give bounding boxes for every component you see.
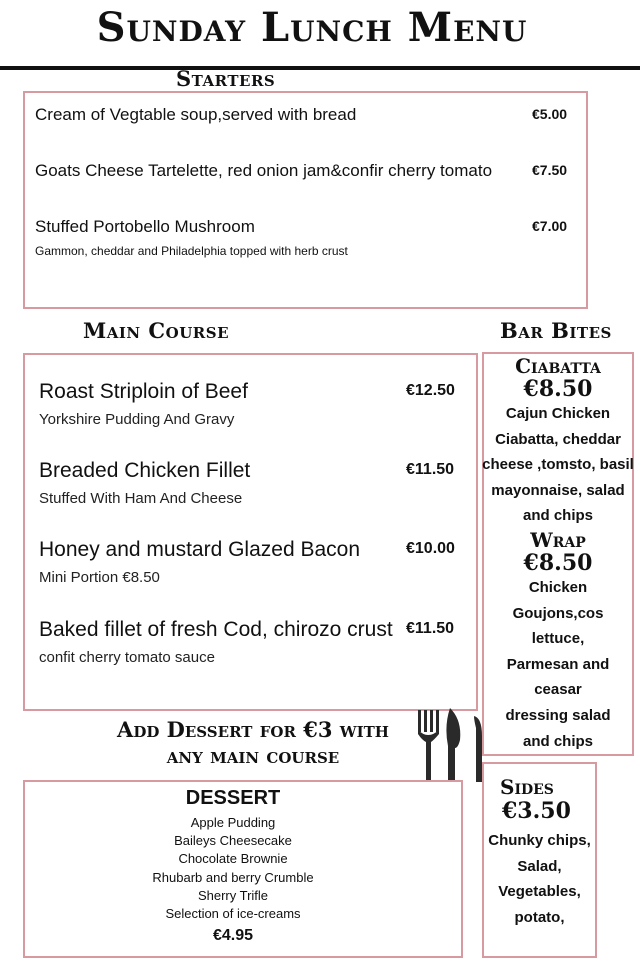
ciabatta-price: €8.50 [523,376,593,402]
promo-line: any main course [166,743,340,768]
cutlery-icon [410,706,490,782]
dessert-heading: DESSERT [185,787,281,809]
sides-line: potato, [514,908,565,926]
main-description: Yorkshire Pudding And Gravy [39,411,235,428]
wrap-line: Chicken [528,578,588,596]
sides-line: Salad, [517,857,562,875]
ciabatta-line: Ciabatta, cheddar [495,430,621,448]
sides-line: Chunky chips, [488,832,591,849]
dessert-item: Baileys Cheesecake [174,833,292,849]
starter-name: Stuffed Portobello Mushroom [35,217,255,236]
starter-price: €5.00 [532,106,568,122]
main-price: €12.50 [406,382,455,399]
ciabatta-line: and chips [522,507,593,525]
wrap-line: Parmesan and [506,655,610,673]
main-price: €11.50 [406,461,455,478]
sides-content [482,776,597,930]
main-name: Roast Striploin of Beef [39,380,248,403]
promo-line: Add Dessert for €3 with [117,717,389,742]
wrap-line: Goujons,cos [512,604,604,622]
main-description: Stuffed With Ham And Cheese [39,490,243,507]
dessert-item: Apple Pudding [190,815,276,830]
wrap-price: €8.50 [523,549,593,576]
main-name: Honey and mustard Glazed Bacon [39,538,361,561]
main-price: €10.00 [406,540,455,557]
dessert-price: €4.95 [212,927,254,945]
dessert-item: Chocolate Brownie [178,851,288,867]
wrap-line: lettuce, [531,630,585,648]
main-description: confit cherry tomato sauce [39,649,215,666]
starter-description: Gammon, cheddar and Philadelphia topped with herb crust [35,244,348,258]
starters-heading: Starters [176,66,276,91]
wrap-line: dressing salad [505,706,611,724]
title-divider [0,66,640,70]
dessert-item: Selection of ice-creams [165,906,301,922]
dessert-item: Sherry Trifle [197,887,269,903]
dessert-item: Rhubarb and berry Crumble [152,869,314,885]
dessert-promo [90,717,416,769]
bar-bites-heading: Bar Bites [500,318,612,343]
wrap-line: ceasar [534,681,582,699]
wrap-heading: Wrap [530,527,586,552]
menu-title: Sunday Lunch Menu [96,4,528,51]
sides-heading: Sides [500,775,554,799]
starter-name: Goats Cheese Tartelette, red onion jam&confir cherry tomato [35,161,493,180]
starter-name: Cream of Vegtable soup,served with bread [35,105,357,124]
ciabatta-line: cheese ,tomsto, basil [482,456,634,474]
starter-price: €7.50 [532,162,568,178]
main-course-heading: Main Course [83,318,230,343]
ciabatta-line: Cajun Chicken [505,405,611,422]
wrap-line: and chips [522,732,593,750]
main-name: Baked fillet of fresh Cod, chirozo crust [39,618,393,641]
bar-bites-content [482,355,634,754]
sides-price: €3.50 [502,798,571,824]
ciabatta-line: mayonnaise, salad [491,481,625,499]
ciabatta-heading: Ciabatta [515,354,601,378]
starter-price: €7.00 [532,218,568,234]
dessert-content [23,786,443,949]
main-price: €11.50 [406,620,455,637]
sides-line: Vegetables, [498,883,581,901]
main-description: Mini Portion €8.50 [39,569,160,586]
main-name: Breaded Chicken Fillet [39,459,251,482]
